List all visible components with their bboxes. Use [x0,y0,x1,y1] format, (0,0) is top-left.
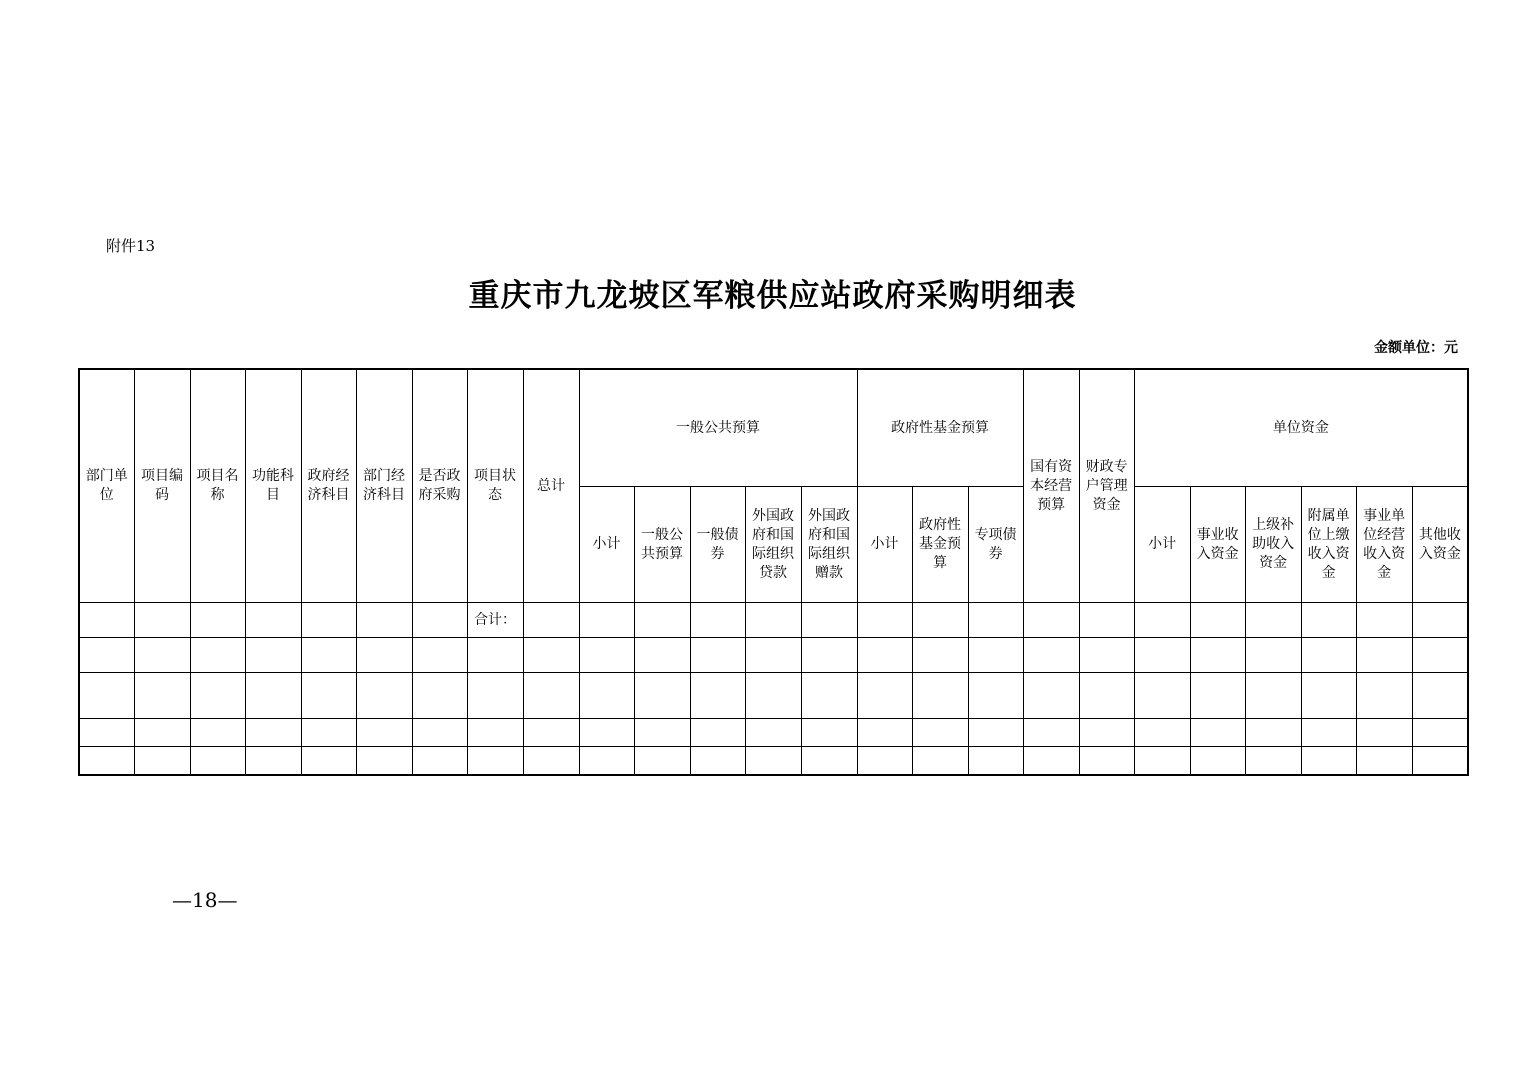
attachment-label: 附件13 [106,237,156,255]
table-cell [1079,719,1134,747]
table-cell [1412,638,1468,673]
table-cell [1079,603,1134,638]
table-cell [968,673,1023,719]
table-cell [523,747,579,776]
table-cell [245,673,301,719]
table-cell [634,747,690,776]
table-cell [523,719,579,747]
page-title: 重庆市九龙坡区军粮供应站政府采购明细表 [468,278,1077,314]
header-project-name: 项目名称 [190,369,245,603]
table-cell [634,638,690,673]
table-cell [301,638,356,673]
table-cell [190,673,245,719]
table-cell [801,673,857,719]
table-cell [1190,747,1245,776]
table-cell [190,747,245,776]
header-total: 总计 [523,369,579,603]
table-cell [1190,638,1245,673]
header-is-gov-procurement: 是否政府采购 [412,369,467,603]
table-cell [412,747,467,776]
table-cell [1023,747,1079,776]
table-cell [79,719,134,747]
table-cell [356,747,412,776]
table-cell [356,673,412,719]
table-cell [1301,719,1356,747]
total-label: 合计： [467,603,523,638]
sub-business-income: 事业收入资金 [1190,487,1245,603]
table-cell [79,638,134,673]
table-cell [1023,673,1079,719]
table-cell [79,673,134,719]
table-cell [857,603,912,638]
table-cell [190,638,245,673]
table-cell [912,603,968,638]
table-cell [1245,747,1301,776]
header-project-code: 项目编码 [134,369,190,603]
header-dept-unit: 部门单位 [79,369,134,603]
table-cell [1134,638,1190,673]
table-cell [579,673,634,719]
table-cell [79,747,134,776]
table-cell [857,638,912,673]
table-cell [356,719,412,747]
table-cell [579,638,634,673]
header-gov-econ-subject: 政府经济科目 [301,369,356,603]
header-project-status: 项目状态 [467,369,523,603]
table-cell [190,603,245,638]
sub-special-bonds: 专项债券 [968,487,1023,603]
table-cell [1301,673,1356,719]
table-cell [1134,747,1190,776]
table-cell [79,603,134,638]
table-row [79,638,1468,673]
table-row [79,673,1468,719]
table-cell [134,719,190,747]
table-cell [968,719,1023,747]
table-cell [690,719,745,747]
sub-general-bonds: 一般债券 [690,487,745,603]
table-cell [1245,638,1301,673]
table-cell [1412,603,1468,638]
table-cell [912,719,968,747]
table-cell [523,603,579,638]
page-number: —18— [172,888,238,912]
table-cell [1245,673,1301,719]
table-cell [1190,719,1245,747]
table-cell [467,673,523,719]
table-cell [1412,747,1468,776]
table-cell [579,603,634,638]
table-cell [1245,603,1301,638]
table-cell [301,747,356,776]
sub-fund-budget: 政府性基金预算 [912,487,968,603]
table-cell [1356,673,1412,719]
table-cell [801,719,857,747]
table-cell [634,673,690,719]
table-cell [301,673,356,719]
table-cell [1356,719,1412,747]
table-cell [1356,747,1412,776]
table-cell [412,673,467,719]
table-cell [412,638,467,673]
sub-foreign-grants: 外国政府和国际组织赠款 [801,487,857,603]
table-cell [912,638,968,673]
table-cell [1245,719,1301,747]
table-cell [523,638,579,673]
table-cell [745,638,801,673]
sub-general-subtotal: 小计 [579,487,634,603]
table-cell [968,603,1023,638]
sub-affiliated-remittance: 附属单位上缴收入资金 [1301,487,1356,603]
table-cell [745,673,801,719]
table-cell [1079,747,1134,776]
header-dept-econ-subject: 部门经济科目 [356,369,412,603]
table-cell [467,719,523,747]
table-cell [301,603,356,638]
table-row [79,747,1468,776]
table-cell [634,603,690,638]
sub-foreign-loans: 外国政府和国际组织贷款 [745,487,801,603]
table-cell [801,638,857,673]
table-cell [1356,603,1412,638]
table-cell [1023,638,1079,673]
table-cell [412,719,467,747]
table-cell [1356,638,1412,673]
table-cell [1079,673,1134,719]
table-cell [912,673,968,719]
table-cell [968,638,1023,673]
group-unit-funds: 单位资金 [1134,369,1468,487]
table-cell [1079,638,1134,673]
table-cell [412,603,467,638]
table-cell [857,747,912,776]
table-cell [356,638,412,673]
table-cell [1301,638,1356,673]
table-cell [801,747,857,776]
sub-general-public-budget: 一般公共预算 [634,487,690,603]
table-cell [745,603,801,638]
header-function-subject: 功能科目 [245,369,301,603]
table-cell [634,719,690,747]
table-cell [1134,673,1190,719]
header-row-1 [79,369,1468,487]
sub-other-income: 其他收入资金 [1412,487,1468,603]
sub-unit-subtotal: 小计 [1134,487,1190,603]
table-row [79,719,1468,747]
group-general-public-budget: 一般公共预算 [579,369,857,487]
table-cell [467,638,523,673]
table-cell [134,603,190,638]
table-cell [857,719,912,747]
table-cell [245,719,301,747]
sub-fund-subtotal: 小计 [857,487,912,603]
header-fiscal-special-account: 财政专户管理资金 [1079,369,1134,603]
table-cell [579,747,634,776]
table-cell [245,603,301,638]
table-cell [690,603,745,638]
table-cell [1134,719,1190,747]
amount-unit-label: 金额单位：元 [1374,340,1458,356]
table-cell [1190,603,1245,638]
table-cell [523,673,579,719]
table-cell [1134,603,1190,638]
table-cell [912,747,968,776]
table-cell [968,747,1023,776]
table-cell [134,638,190,673]
table-cell [245,638,301,673]
table-cell [1190,673,1245,719]
table-cell [301,719,356,747]
table-cell [1023,603,1079,638]
table-cell [1301,747,1356,776]
table-cell [356,603,412,638]
table-cell [1412,719,1468,747]
table-cell [801,603,857,638]
group-gov-fund-budget: 政府性基金预算 [857,369,1023,487]
table-cell [745,747,801,776]
table-cell [857,673,912,719]
sub-superior-subsidy: 上级补助收入资金 [1245,487,1301,603]
table-cell [690,747,745,776]
table-cell [745,719,801,747]
table-cell [690,638,745,673]
header-state-capital-budget: 国有资本经营预算 [1023,369,1079,603]
table-cell [190,719,245,747]
table-cell [134,673,190,719]
table-cell [134,747,190,776]
table-cell [1301,603,1356,638]
table-cell [467,747,523,776]
procurement-detail-table [78,368,1469,776]
table-cell [579,719,634,747]
table-cell [1412,673,1468,719]
sub-operating-income: 事业单位经营收入资金 [1356,487,1412,603]
table-cell [690,673,745,719]
table-cell [245,747,301,776]
table-row [79,603,1468,638]
table-cell [1023,719,1079,747]
